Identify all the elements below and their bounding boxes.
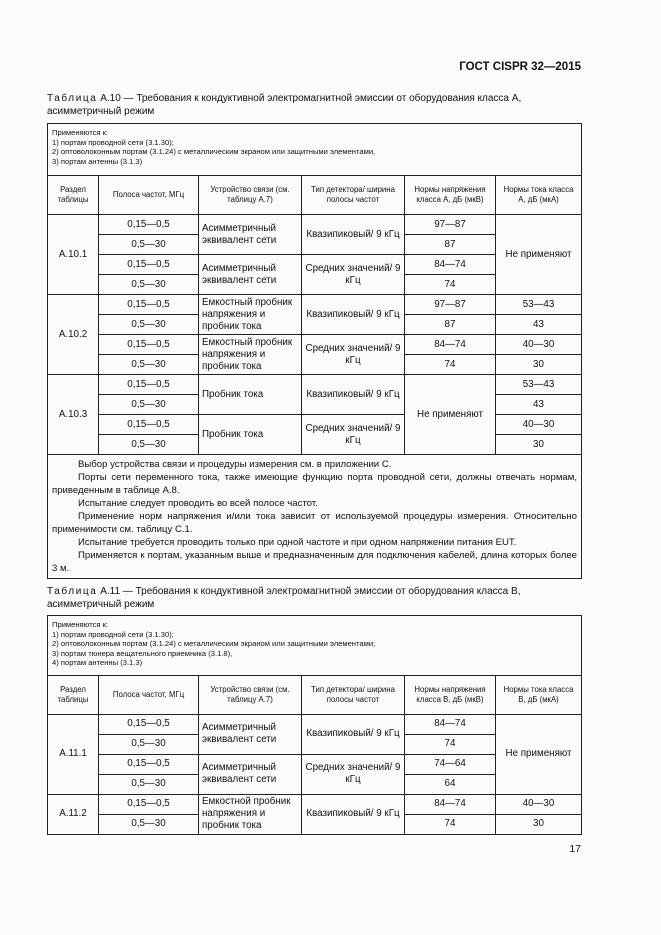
voltage-limit-cell: 87 xyxy=(405,235,496,255)
voltage-limit-cell: 84—74 xyxy=(405,255,496,275)
table-notes xyxy=(48,455,582,579)
note-paragraph: Испытание требуется проводить только при одной частоте и при одном напряжении питания EUT. xyxy=(78,537,517,548)
caption-prefix: Таблица xyxy=(47,586,98,597)
table-row xyxy=(48,295,582,315)
column-header: Нормы напряжения класса В, дБ (мкВ) xyxy=(405,675,496,714)
column-header: Нормы тока класса А, дБ (мкА) xyxy=(496,176,582,215)
frequency-cell: 0,5—30 xyxy=(99,774,199,794)
caption-prefix: Таблица xyxy=(47,93,98,104)
frequency-cell: 0,5—30 xyxy=(99,235,199,255)
column-header: Устройство связи (см. таблицу А.7) xyxy=(199,675,302,714)
current-limit-cell: 53—43 xyxy=(496,375,582,395)
current-limit-cell: 30 xyxy=(496,814,582,834)
table-a11-caption xyxy=(47,585,581,611)
frequency-cell: 0,15—0,5 xyxy=(99,375,199,395)
frequency-cell: 0,15—0,5 xyxy=(99,295,199,315)
detector-cell: Квазипиковый/ 9 кГц xyxy=(302,295,405,335)
table-header-row xyxy=(48,675,582,714)
device-cell: Пробник тока xyxy=(199,415,302,455)
note-paragraph: Применение норм напряжения и/или тока зависит от используемой процедуры измерения. Относительно применимости см. таблицу С.1. xyxy=(52,511,578,535)
column-header: Нормы тока класса В, дБ (мкА) xyxy=(496,675,582,714)
table-header-row xyxy=(48,176,582,215)
applies-to-item: 2) оптоволоконным портам (3.1.24) с металлическим экраном или защитными элементами; xyxy=(52,639,376,648)
voltage-limit-cell: Не применяют xyxy=(405,375,496,455)
frequency-cell: 0,15—0,5 xyxy=(99,215,199,235)
device-cell: Асимметричный эквивалент сети xyxy=(199,754,302,794)
note-paragraph: Порты сети переменного тока, также имеющие функцию порта проводной сети, должны отвечать нормам, приведенным в таблице А.8. xyxy=(52,472,578,496)
applies-to-item: 1) портам проводной сети (3.1.30); xyxy=(52,629,174,639)
table-row xyxy=(48,375,582,395)
table-a10-caption xyxy=(47,92,581,118)
table-a10 xyxy=(47,123,582,579)
note-paragraph: Применяется к портам, указанным выше и предназначенным для подключения кабелей, длина которых более 3 м. xyxy=(52,550,578,574)
current-limit-cell: 43 xyxy=(496,395,582,415)
note-paragraph: Испытание следует проводить во всей полосе частот. xyxy=(78,498,318,509)
section-cell: А.10.3 xyxy=(48,375,99,455)
section-cell: А.11.1 xyxy=(48,714,99,794)
device-cell: Асимметричный эквивалент сети xyxy=(199,255,302,295)
current-limit-cell: 40—30 xyxy=(496,415,582,435)
frequency-cell: 0,5—30 xyxy=(99,435,199,455)
detector-cell: Средних значений/ 9 кГц xyxy=(302,754,405,794)
applies-to-cell xyxy=(48,616,582,676)
detector-cell: Средних значений/ 9 кГц xyxy=(302,255,405,295)
frequency-cell: 0,15—0,5 xyxy=(99,415,199,435)
frequency-cell: 0,5—30 xyxy=(99,315,199,335)
device-cell: Асимметричный эквивалент сети xyxy=(199,215,302,255)
current-limit-cell: Не применяют xyxy=(496,215,582,295)
applies-to-item: 3) портам антенны (3.1.3) xyxy=(52,156,143,166)
column-header: Раздел таблицы xyxy=(48,675,99,714)
frequency-cell: 0,5—30 xyxy=(99,355,199,375)
detector-cell: Средних значений/ 9 кГц xyxy=(302,415,405,455)
frequency-cell: 0,5—30 xyxy=(99,814,199,834)
voltage-limit-cell: 97—87 xyxy=(405,215,496,235)
frequency-cell: 0,5—30 xyxy=(99,734,199,754)
applies-to-item: 4) портам антенны (3.1.3) xyxy=(52,658,143,667)
device-cell: Пробник тока xyxy=(199,375,302,415)
device-cell: Емкостной пробник напряжения и пробник тока xyxy=(199,794,302,834)
page-number: 17 xyxy=(569,843,581,855)
frequency-cell: 0,15—0,5 xyxy=(99,714,199,734)
voltage-limit-cell: 74—64 xyxy=(405,754,496,774)
note-paragraph: Выбор устройства связи и процедуры измерения см. в приложении С. xyxy=(78,459,392,470)
applies-to-cell xyxy=(48,124,582,176)
table-row xyxy=(48,794,582,814)
section-cell: А.11.2 xyxy=(48,794,99,834)
column-header: Тип детектора/ ширина полосы частот xyxy=(302,176,405,215)
voltage-limit-cell: 64 xyxy=(405,774,496,794)
voltage-limit-cell: 74 xyxy=(405,275,496,295)
section-cell: А.10.1 xyxy=(48,215,99,295)
current-limit-cell: Не применяют xyxy=(496,714,582,794)
frequency-cell: 0,15—0,5 xyxy=(99,754,199,774)
frequency-cell: 0,5—30 xyxy=(99,395,199,415)
voltage-limit-cell: 97—87 xyxy=(405,295,496,315)
applies-to-title: Применяются к: xyxy=(52,620,109,629)
column-header: Полоса частот, МГц xyxy=(99,675,199,714)
table-a11 xyxy=(47,615,582,835)
current-limit-cell: 43 xyxy=(496,315,582,335)
device-cell: Емкостный пробник напряжения и пробник тока xyxy=(199,295,302,335)
voltage-limit-cell: 74 xyxy=(405,355,496,375)
voltage-limit-cell: 74 xyxy=(405,814,496,834)
caption-text: А.10 — Требования к кондуктивной электромагнитной эмиссии от оборудования класса А, асимметричный режим xyxy=(47,93,522,117)
frequency-cell: 0,15—0,5 xyxy=(99,255,199,275)
column-header: Устройство связи (см. таблицу А.7) xyxy=(199,176,302,215)
voltage-limit-cell: 84—74 xyxy=(405,794,496,814)
caption-text: А.11 — Требования к кондуктивной электромагнитной эмиссии от оборудования класса В, асимметричный режим xyxy=(47,586,521,610)
detector-cell: Средних значений/ 9 кГц xyxy=(302,335,405,375)
applies-to-item: 2) оптоволоконным портам (3.1.24) с металлическим экраном или защитными элементами, xyxy=(52,147,376,156)
applies-to-item: 3) портам тюнера вещательного приемника (3.1.8), xyxy=(52,648,233,658)
detector-cell: Квазипиковый/ 9 кГц xyxy=(302,794,405,834)
column-header: Тип детектора/ ширина полосы частот xyxy=(302,675,405,714)
voltage-limit-cell: 87 xyxy=(405,315,496,335)
section-cell: А.10.2 xyxy=(48,295,99,375)
current-limit-cell: 30 xyxy=(496,355,582,375)
voltage-limit-cell: 84—74 xyxy=(405,714,496,734)
detector-cell: Квазипиковый/ 9 кГц xyxy=(302,215,405,255)
detector-cell: Квазипиковый/ 9 кГц xyxy=(302,375,405,415)
device-cell: Асимметричный эквивалент сети xyxy=(199,714,302,754)
table-row xyxy=(48,714,582,734)
table-row xyxy=(48,415,582,435)
applies-to-item: 1) портам проводной сети (3.1.30); xyxy=(52,137,174,147)
standard-header: ГОСТ CISPR 32—2015 xyxy=(459,61,581,73)
frequency-cell: 0,15—0,5 xyxy=(99,794,199,814)
current-limit-cell: 53—43 xyxy=(496,295,582,315)
table-row xyxy=(48,215,582,235)
voltage-limit-cell: 84—74 xyxy=(405,335,496,355)
current-limit-cell: 40—30 xyxy=(496,794,582,814)
table-row xyxy=(48,335,582,355)
detector-cell: Квазипиковый/ 9 кГц xyxy=(302,714,405,754)
column-header: Раздел таблицы xyxy=(48,176,99,215)
current-limit-cell: 40—30 xyxy=(496,335,582,355)
applies-to-title: Применяются к: xyxy=(52,128,109,137)
frequency-cell: 0,15—0,5 xyxy=(99,335,199,355)
frequency-cell: 0,5—30 xyxy=(99,275,199,295)
current-limit-cell: 30 xyxy=(496,435,582,455)
device-cell: Емкостный пробник напряжения и пробник тока xyxy=(199,335,302,375)
voltage-limit-cell: 74 xyxy=(405,734,496,754)
column-header: Нормы напряжения класса А, дБ (мкВ) xyxy=(405,176,496,215)
column-header: Полоса частот, МГц xyxy=(99,176,199,215)
